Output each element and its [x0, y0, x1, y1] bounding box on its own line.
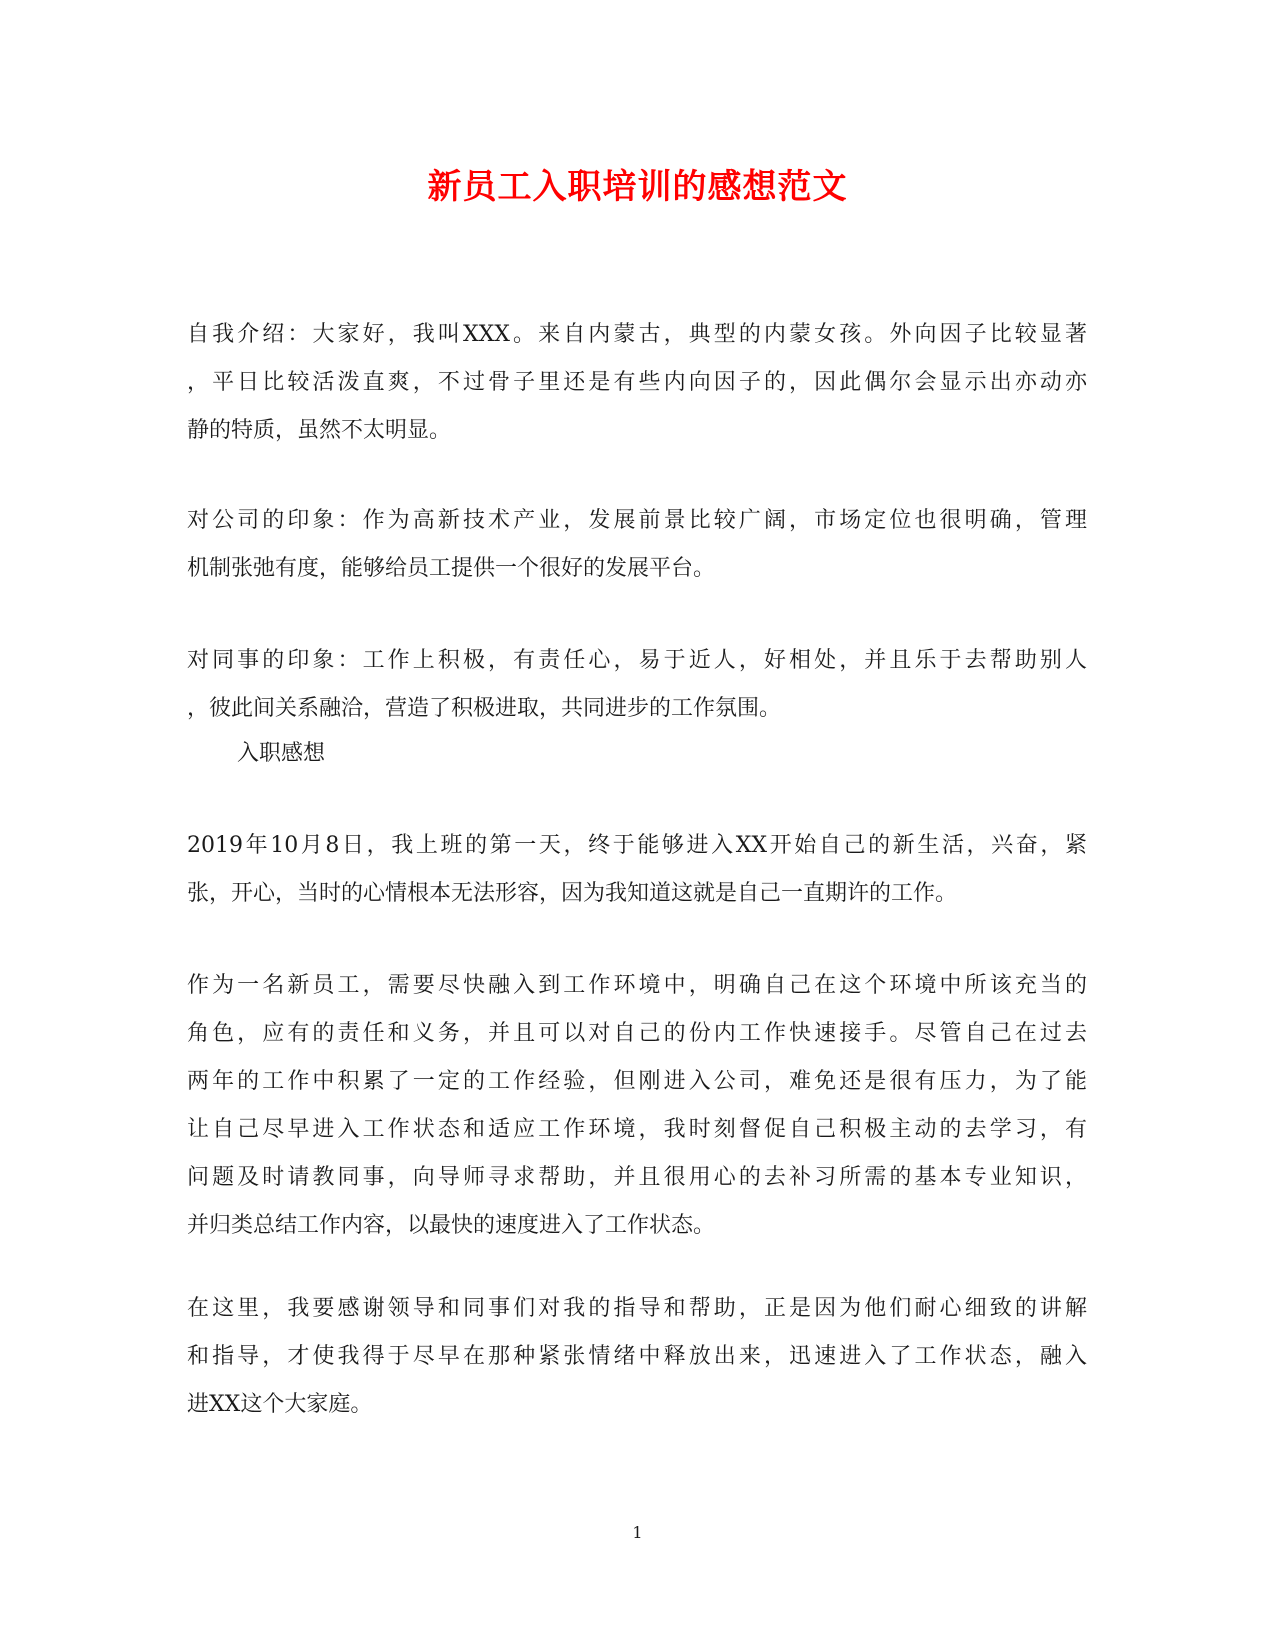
paragraph-line: 自我介绍：大家好，我叫XXX。来自内蒙古，典型的内蒙女孩。外向因子比较显著: [187, 322, 1087, 347]
paragraph-line: 角色，应有的责任和义务，并且可以对自己的份内工作快速接手。尽管自己在过去: [187, 1021, 1087, 1046]
paragraph-line: 2019年10月8日，我上班的第一天，终于能够进入XX开始自己的新生活，兴奋，紧: [187, 833, 1087, 858]
paragraph-line: 和指导，才使我得于尽早在那种紧张情绪中释放出来，迅速进入了工作状态，融入: [187, 1344, 1087, 1369]
paragraph-company-impression: [187, 497, 1087, 593]
paragraph-line: 张，开心，当时的心情根本无法形容，因为我知道这就是自己一直期许的工作。: [187, 881, 958, 906]
paragraph-thanks: [187, 1285, 1087, 1429]
paragraph-line: 静的特质，虽然不太明显。: [187, 418, 452, 443]
paragraph-line: 问题及时请教同事，向导师寻求帮助，并且很用心的去补习所需的基本专业知识，: [187, 1165, 1087, 1190]
paragraph-line: 对公司的印象：作为高新技术产业，发展前景比较广阔，市场定位也很明确，管理: [187, 508, 1087, 533]
paragraph-first-day: [187, 822, 1087, 918]
paragraph-colleague-impression: [187, 637, 1087, 733]
paragraph-self-intro: [187, 311, 1087, 455]
paragraph-line: ，彼此间关系融洽，营造了积极进取，共同进步的工作氛围。: [187, 696, 782, 721]
section-heading-text: 入职感想: [237, 741, 326, 766]
page-number: 1: [632, 1523, 643, 1542]
paragraph-new-employee: [187, 962, 1087, 1250]
paragraph-line: ，平日比较活泼直爽，不过骨子里还是有些内向因子的，因此偶尔会显示出亦动亦: [187, 370, 1087, 395]
paragraph-line: 让自己尽早进入工作状态和适应工作环境，我时刻督促自己积极主动的去学习，有: [187, 1117, 1087, 1142]
paragraph-line: 对同事的印象：工作上积极，有责任心，易于近人，好相处，并且乐于去帮助别人: [187, 648, 1087, 673]
paragraph-line: 并归类总结工作内容，以最快的速度进入了工作状态。: [187, 1213, 716, 1238]
paragraph-line: 两年的工作中积累了一定的工作经验，但刚进入公司，难免还是很有压力，为了能: [187, 1069, 1087, 1094]
document-title: 新员工入职培训的感想范文: [427, 167, 848, 207]
section-heading: [187, 730, 1087, 778]
paragraph-line: 在这里，我要感谢领导和同事们对我的指导和帮助，正是因为他们耐心细致的讲解: [187, 1296, 1087, 1321]
paragraph-line: 进XX这个大家庭。: [187, 1392, 373, 1417]
paragraph-line: 机制张弛有度，能够给员工提供一个很好的发展平台。: [187, 556, 716, 581]
paragraph-line: 作为一名新员工，需要尽快融入到工作环境中，明确自己在这个环境中所该充当的: [187, 973, 1087, 998]
